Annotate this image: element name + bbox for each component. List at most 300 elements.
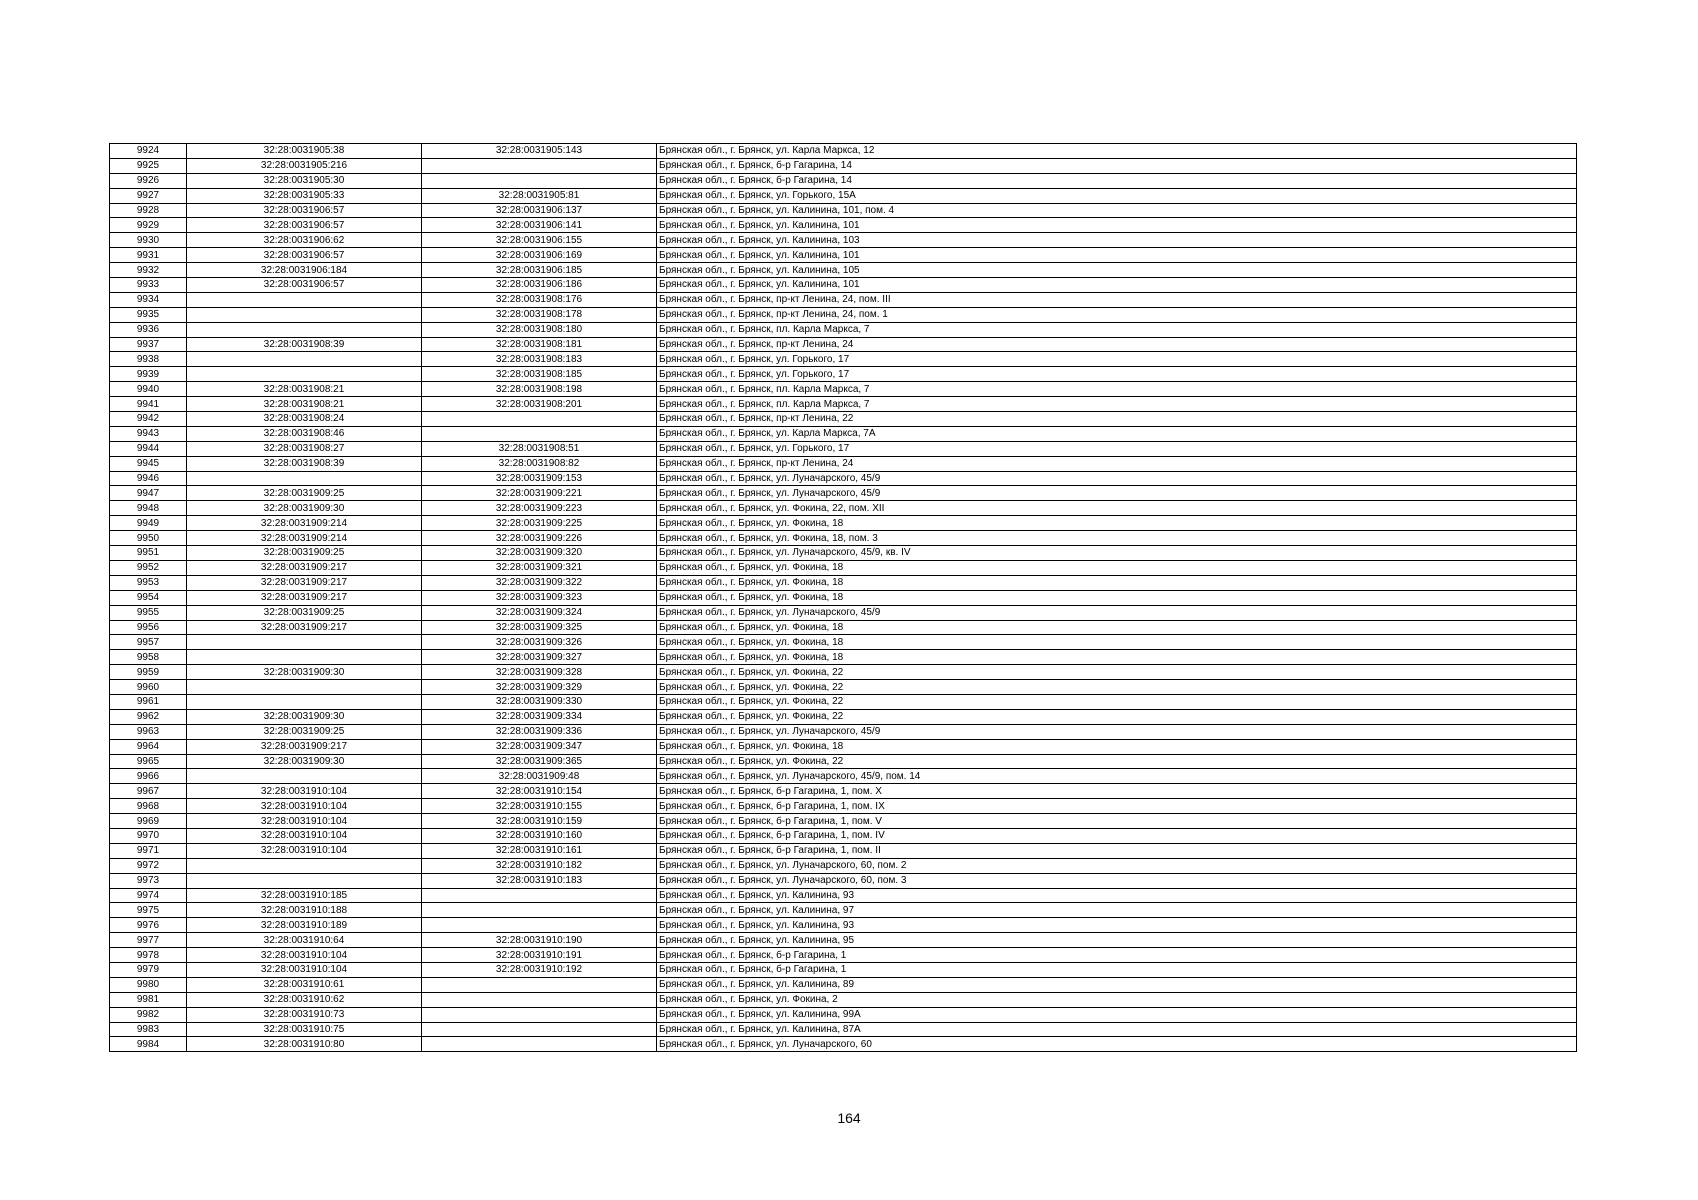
row-number-cell: 9950 [110,531,187,546]
row-number-cell: 9949 [110,516,187,531]
row-number-cell: 9971 [110,843,187,858]
object-number-cell [422,1037,657,1052]
cadastral-number-cell: 32:28:0031909:30 [187,709,422,724]
object-number-cell [422,426,657,441]
object-number-cell: 32:28:0031910:159 [422,814,657,829]
row-number-cell: 9952 [110,560,187,575]
cadastral-number-cell: 32:28:0031906:62 [187,233,422,248]
cadastral-number-cell: 32:28:0031909:25 [187,724,422,739]
address-cell: Брянская обл., г. Брянск, ул. Луначарского, 60, пом. 2 [657,858,1577,873]
address-cell: Брянская обл., г. Брянск, ул. Калинина, 101 [657,218,1577,233]
address-cell: Брянская обл., г. Брянск, ул. Фокина, 18 [657,560,1577,575]
table-row [110,724,1577,739]
cadastral-number-cell: 32:28:0031906:57 [187,203,422,218]
address-cell: Брянская обл., г. Брянск, ул. Луначарского, 60 [657,1037,1577,1052]
cadastral-number-cell [187,322,422,337]
address-cell: Брянская обл., г. Брянск, ул. Луначарского, 45/9, кв. IV [657,546,1577,561]
address-cell: Брянская обл., г. Брянск, пл. Карла Маркса, 7 [657,382,1577,397]
address-cell: Брянская обл., г. Брянск, ул. Калинина, 93 [657,918,1577,933]
row-number-cell: 9961 [110,694,187,709]
address-cell: Брянская обл., г. Брянск, ул. Калинина, 101 [657,248,1577,263]
address-cell: Брянская обл., г. Брянск, ул. Фокина, 18, пом. 3 [657,531,1577,546]
table-row [110,635,1577,650]
object-number-cell [422,412,657,427]
row-number-cell: 9927 [110,188,187,203]
address-cell: Брянская обл., г. Брянск, ул. Фокина, 18 [657,620,1577,635]
object-number-cell: 32:28:0031908:176 [422,292,657,307]
table-row [110,188,1577,203]
object-number-cell: 32:28:0031910:182 [422,858,657,873]
object-number-cell: 32:28:0031909:226 [422,531,657,546]
address-cell: Брянская обл., г. Брянск, пл. Карла Маркса, 7 [657,322,1577,337]
cadastral-number-cell: 32:28:0031908:46 [187,426,422,441]
address-cell: Брянская обл., г. Брянск, ул. Горького, 17 [657,367,1577,382]
table-row [110,620,1577,635]
table-row [110,322,1577,337]
row-number-cell: 9947 [110,486,187,501]
address-cell: Брянская обл., г. Брянск, пр-кт Ленина, 22 [657,412,1577,427]
address-cell: Брянская обл., г. Брянск, пл. Карла Маркса, 7 [657,397,1577,412]
object-number-cell: 32:28:0031909:324 [422,605,657,620]
address-cell: Брянская обл., г. Брянск, б-р Гагарина, 1, пом. II [657,843,1577,858]
table-row [110,397,1577,412]
cadastral-number-cell: 32:28:0031908:24 [187,412,422,427]
row-number-cell: 9966 [110,769,187,784]
address-cell: Брянская обл., г. Брянск, ул. Фокина, 22 [657,680,1577,695]
address-cell: Брянская обл., г. Брянск, ул. Фокина, 22 [657,694,1577,709]
cadastral-number-cell: 32:28:0031910:75 [187,1022,422,1037]
object-number-cell: 32:28:0031909:347 [422,739,657,754]
table-row [110,426,1577,441]
address-cell: Брянская обл., г. Брянск, ул. Калинина, 105 [657,263,1577,278]
row-number-cell: 9962 [110,709,187,724]
row-number-cell: 9973 [110,873,187,888]
object-number-cell: 32:28:0031909:48 [422,769,657,784]
object-number-cell: 32:28:0031909:223 [422,501,657,516]
row-number-cell: 9937 [110,337,187,352]
object-number-cell [422,1007,657,1022]
cadastral-number-cell: 32:28:0031910:104 [187,843,422,858]
cadastral-number-cell: 32:28:0031905:30 [187,173,422,188]
object-number-cell: 32:28:0031909:320 [422,546,657,561]
row-number-cell: 9967 [110,784,187,799]
address-cell: Брянская обл., г. Брянск, ул. Фокина, 18 [657,635,1577,650]
row-number-cell: 9951 [110,546,187,561]
row-number-cell: 9939 [110,367,187,382]
table-row [110,531,1577,546]
row-number-cell: 9968 [110,799,187,814]
table-row [110,248,1577,263]
address-cell: Брянская обл., г. Брянск, пр-кт Ленина, 24 [657,456,1577,471]
address-cell: Брянская обл., г. Брянск, ул. Горького, 15А [657,188,1577,203]
object-number-cell: 32:28:0031909:325 [422,620,657,635]
address-cell: Брянская обл., г. Брянск, ул. Калинина, 93 [657,888,1577,903]
table-row [110,307,1577,322]
table-row [110,516,1577,531]
table-row [110,843,1577,858]
object-number-cell: 32:28:0031908:201 [422,397,657,412]
table-row [110,144,1577,159]
row-number-cell: 9970 [110,828,187,843]
object-number-cell [422,977,657,992]
address-cell: Брянская обл., г. Брянск, пр-кт Ленина, 24, пом. III [657,292,1577,307]
address-cell: Брянская обл., г. Брянск, ул. Калинина, 101 [657,278,1577,293]
object-number-cell: 32:28:0031906:185 [422,263,657,278]
row-number-cell: 9954 [110,590,187,605]
row-number-cell: 9957 [110,635,187,650]
address-cell: Брянская обл., г. Брянск, ул. Луначарского, 60, пом. 3 [657,873,1577,888]
table-row [110,769,1577,784]
address-cell: Брянская обл., г. Брянск, ул. Луначарского, 45/9, пом. 14 [657,769,1577,784]
object-number-cell: 32:28:0031905:143 [422,144,657,159]
row-number-cell: 9965 [110,754,187,769]
cadastral-number-cell: 32:28:0031906:57 [187,278,422,293]
address-cell: Брянская обл., г. Брянск, б-р Гагарина, 1, пом. V [657,814,1577,829]
address-cell: Брянская обл., г. Брянск, б-р Гагарина, 1, пом. X [657,784,1577,799]
table-row [110,665,1577,680]
row-number-cell: 9938 [110,352,187,367]
address-cell: Брянская обл., г. Брянск, ул. Фокина, 18 [657,516,1577,531]
table-row [110,680,1577,695]
cadastral-number-cell: 32:28:0031910:104 [187,948,422,963]
cadastral-number-cell [187,650,422,665]
row-number-cell: 9958 [110,650,187,665]
cadastral-number-cell: 32:28:0031909:217 [187,560,422,575]
address-cell: Брянская обл., г. Брянск, ул. Луначарского, 45/9 [657,724,1577,739]
row-number-cell: 9959 [110,665,187,680]
row-number-cell: 9928 [110,203,187,218]
object-number-cell: 32:28:0031909:221 [422,486,657,501]
address-cell: Брянская обл., г. Брянск, б-р Гагарина, 1 [657,962,1577,977]
object-number-cell: 32:28:0031910:160 [422,828,657,843]
table-row [110,828,1577,843]
object-number-cell: 32:28:0031909:326 [422,635,657,650]
object-number-cell: 32:28:0031906:137 [422,203,657,218]
table-row [110,784,1577,799]
cadastral-number-cell: 32:28:0031909:217 [187,575,422,590]
table-row [110,203,1577,218]
cadastral-number-cell: 32:28:0031908:21 [187,382,422,397]
table-row [110,292,1577,307]
cadastral-number-cell: 32:28:0031910:64 [187,933,422,948]
cadastral-number-cell: 32:28:0031905:38 [187,144,422,159]
table-row [110,367,1577,382]
cadastral-number-cell: 32:28:0031910:104 [187,799,422,814]
object-number-cell: 32:28:0031909:329 [422,680,657,695]
address-cell: Брянская обл., г. Брянск, ул. Горького, 17 [657,441,1577,456]
cadastral-number-cell: 32:28:0031908:39 [187,456,422,471]
row-number-cell: 9953 [110,575,187,590]
cadastral-number-cell [187,635,422,650]
object-number-cell: 32:28:0031910:191 [422,948,657,963]
row-number-cell: 9974 [110,888,187,903]
table-row [110,650,1577,665]
table-row [110,158,1577,173]
object-number-cell: 32:28:0031910:192 [422,962,657,977]
address-cell: Брянская обл., г. Брянск, пр-кт Ленина, 24 [657,337,1577,352]
address-cell: Брянская обл., г. Брянск, ул. Фокина, 22 [657,709,1577,724]
address-cell: Брянская обл., г. Брянск, ул. Фокина, 18 [657,590,1577,605]
cadastral-number-cell: 32:28:0031906:57 [187,218,422,233]
object-number-cell: 32:28:0031908:180 [422,322,657,337]
row-number-cell: 9981 [110,992,187,1007]
row-number-cell: 9955 [110,605,187,620]
cadastral-number-cell: 32:28:0031906:184 [187,263,422,278]
address-cell: Брянская обл., г. Брянск, ул. Луначарского, 45/9 [657,605,1577,620]
row-number-cell: 9932 [110,263,187,278]
row-number-cell: 9944 [110,441,187,456]
cadastral-number-cell: 32:28:0031909:30 [187,501,422,516]
object-number-cell: 32:28:0031909:328 [422,665,657,680]
table-row [110,546,1577,561]
object-number-cell: 32:28:0031910:155 [422,799,657,814]
table-row [110,709,1577,724]
object-number-cell: 32:28:0031909:330 [422,694,657,709]
object-number-cell: 32:28:0031909:321 [422,560,657,575]
address-cell: Брянская обл., г. Брянск, б-р Гагарина, 1, пом. IX [657,799,1577,814]
cadastral-number-cell: 32:28:0031909:25 [187,486,422,501]
table-row [110,1037,1577,1052]
cadastral-number-cell: 32:28:0031910:104 [187,828,422,843]
address-cell: Брянская обл., г. Брянск, б-р Гагарина, 1 [657,948,1577,963]
cadastral-number-cell [187,694,422,709]
object-number-cell [422,992,657,1007]
row-number-cell: 9933 [110,278,187,293]
table-row [110,1022,1577,1037]
cadastral-number-cell: 32:28:0031910:80 [187,1037,422,1052]
cadastral-number-cell [187,858,422,873]
table-row [110,694,1577,709]
table-row [110,263,1577,278]
row-number-cell: 9925 [110,158,187,173]
row-number-cell: 9979 [110,962,187,977]
row-number-cell: 9943 [110,426,187,441]
row-number-cell: 9930 [110,233,187,248]
address-cell: Брянская обл., г. Брянск, ул. Фокина, 22 [657,665,1577,680]
table-row [110,739,1577,754]
address-cell: Брянская обл., г. Брянск, б-р Гагарина, 14 [657,158,1577,173]
table-row [110,918,1577,933]
row-number-cell: 9984 [110,1037,187,1052]
row-number-cell: 9960 [110,680,187,695]
address-cell: Брянская обл., г. Брянск, ул. Калинина, 99А [657,1007,1577,1022]
address-cell: Брянская обл., г. Брянск, ул. Фокина, 18 [657,739,1577,754]
table-row [110,605,1577,620]
address-cell: Брянская обл., г. Брянск, ул. Калинина, 103 [657,233,1577,248]
cadastral-number-cell: 32:28:0031909:25 [187,546,422,561]
object-number-cell: 32:28:0031909:153 [422,471,657,486]
cadastral-number-cell: 32:28:0031905:216 [187,158,422,173]
cadastral-number-cell: 32:28:0031909:214 [187,531,422,546]
row-number-cell: 9929 [110,218,187,233]
cadastral-number-cell: 32:28:0031910:73 [187,1007,422,1022]
cadastral-number-cell [187,352,422,367]
cadastral-number-cell: 32:28:0031910:62 [187,992,422,1007]
address-cell: Брянская обл., г. Брянск, ул. Калинина, 97 [657,903,1577,918]
row-number-cell: 9946 [110,471,187,486]
address-cell: Брянская обл., г. Брянск, ул. Калинина, 87А [657,1022,1577,1037]
row-number-cell: 9975 [110,903,187,918]
cadastral-number-cell: 32:28:0031909:25 [187,605,422,620]
cadastral-number-cell [187,367,422,382]
table-row [110,441,1577,456]
address-cell: Брянская обл., г. Брянск, ул. Фокина, 22 [657,754,1577,769]
cadastral-number-cell [187,769,422,784]
address-cell: Брянская обл., г. Брянск, ул. Калинина, 101, пом. 4 [657,203,1577,218]
object-number-cell: 32:28:0031910:183 [422,873,657,888]
cadastral-number-cell: 32:28:0031910:61 [187,977,422,992]
object-number-cell: 32:28:0031909:225 [422,516,657,531]
row-number-cell: 9924 [110,144,187,159]
object-number-cell: 32:28:0031910:161 [422,843,657,858]
row-number-cell: 9956 [110,620,187,635]
row-number-cell: 9948 [110,501,187,516]
row-number-cell: 9982 [110,1007,187,1022]
table-row [110,382,1577,397]
object-number-cell: 32:28:0031908:185 [422,367,657,382]
cadastral-number-cell: 32:28:0031909:217 [187,620,422,635]
address-cell: Брянская обл., г. Брянск, ул. Фокина, 18 [657,650,1577,665]
table-row [110,218,1577,233]
page-number: 164 [837,1110,861,1126]
table-row [110,1007,1577,1022]
row-number-cell: 9942 [110,412,187,427]
table-row [110,888,1577,903]
address-cell: Брянская обл., г. Брянск, пр-кт Ленина, 24, пом. 1 [657,307,1577,322]
row-number-cell: 9963 [110,724,187,739]
table-row [110,278,1577,293]
object-number-cell: 32:28:0031909:334 [422,709,657,724]
row-number-cell: 9976 [110,918,187,933]
property-table [109,143,1577,1052]
cadastral-number-cell: 32:28:0031909:30 [187,754,422,769]
object-number-cell [422,903,657,918]
row-number-cell: 9941 [110,397,187,412]
table-row [110,754,1577,769]
table-row [110,173,1577,188]
cadastral-number-cell: 32:28:0031909:217 [187,739,422,754]
object-number-cell: 32:28:0031908:183 [422,352,657,367]
table-row [110,456,1577,471]
row-number-cell: 9935 [110,307,187,322]
object-number-cell: 32:28:0031909:336 [422,724,657,739]
object-number-cell: 32:28:0031908:51 [422,441,657,456]
object-number-cell: 32:28:0031906:141 [422,218,657,233]
table-row [110,948,1577,963]
cadastral-number-cell: 32:28:0031908:39 [187,337,422,352]
object-number-cell: 32:28:0031908:181 [422,337,657,352]
cadastral-number-cell: 32:28:0031910:185 [187,888,422,903]
cadastral-number-cell [187,307,422,322]
row-number-cell: 9936 [110,322,187,337]
table-row [110,471,1577,486]
table-row [110,233,1577,248]
cadastral-number-cell [187,471,422,486]
table-row [110,501,1577,516]
address-cell: Брянская обл., г. Брянск, ул. Калинина, 95 [657,933,1577,948]
cadastral-number-cell: 32:28:0031909:217 [187,590,422,605]
cadastral-number-cell [187,292,422,307]
address-cell: Брянская обл., г. Брянск, ул. Луначарского, 45/9 [657,486,1577,501]
table-row [110,992,1577,1007]
row-number-cell: 9972 [110,858,187,873]
address-cell: Брянская обл., г. Брянск, ул. Карла Маркса, 12 [657,144,1577,159]
cadastral-number-cell [187,680,422,695]
address-cell: Брянская обл., г. Брянск, б-р Гагарина, 14 [657,173,1577,188]
row-number-cell: 9983 [110,1022,187,1037]
table-row [110,814,1577,829]
object-number-cell: 32:28:0031906:186 [422,278,657,293]
cadastral-number-cell: 32:28:0031910:104 [187,814,422,829]
address-cell: Брянская обл., г. Брянск, ул. Луначарского, 45/9 [657,471,1577,486]
row-number-cell: 9926 [110,173,187,188]
address-cell: Брянская обл., г. Брянск, ул. Фокина, 22, пом. XII [657,501,1577,516]
row-number-cell: 9964 [110,739,187,754]
object-number-cell: 32:28:0031910:190 [422,933,657,948]
cadastral-number-cell: 32:28:0031909:30 [187,665,422,680]
cadastral-number-cell: 32:28:0031910:188 [187,903,422,918]
table-row [110,352,1577,367]
object-number-cell: 32:28:0031909:323 [422,590,657,605]
table-row [110,486,1577,501]
address-cell: Брянская обл., г. Брянск, ул. Калинина, 89 [657,977,1577,992]
row-number-cell: 9980 [110,977,187,992]
table-row [110,903,1577,918]
table-row [110,560,1577,575]
object-number-cell [422,158,657,173]
address-cell: Брянская обл., г. Брянск, ул. Горького, 17 [657,352,1577,367]
address-cell: Брянская обл., г. Брянск, ул. Фокина, 2 [657,992,1577,1007]
cadastral-number-cell: 32:28:0031909:214 [187,516,422,531]
address-cell: Брянская обл., г. Брянск, ул. Карла Маркса, 7А [657,426,1577,441]
object-number-cell: 32:28:0031908:82 [422,456,657,471]
row-number-cell: 9978 [110,948,187,963]
object-number-cell: 32:28:0031906:155 [422,233,657,248]
address-cell: Брянская обл., г. Брянск, б-р Гагарина, 1, пом. IV [657,828,1577,843]
object-number-cell: 32:28:0031909:327 [422,650,657,665]
object-number-cell [422,1022,657,1037]
object-number-cell: 32:28:0031908:198 [422,382,657,397]
cadastral-number-cell: 32:28:0031908:21 [187,397,422,412]
object-number-cell [422,918,657,933]
object-number-cell: 32:28:0031906:169 [422,248,657,263]
cadastral-number-cell: 32:28:0031910:189 [187,918,422,933]
object-number-cell: 32:28:0031909:322 [422,575,657,590]
object-number-cell: 32:28:0031909:365 [422,754,657,769]
object-number-cell [422,173,657,188]
table-row [110,590,1577,605]
table-row [110,977,1577,992]
table-row [110,873,1577,888]
object-number-cell: 32:28:0031908:178 [422,307,657,322]
row-number-cell: 9969 [110,814,187,829]
row-number-cell: 9940 [110,382,187,397]
table-row [110,858,1577,873]
cadastral-number-cell: 32:28:0031910:104 [187,962,422,977]
object-number-cell: 32:28:0031905:81 [422,188,657,203]
address-cell: Брянская обл., г. Брянск, ул. Фокина, 18 [657,575,1577,590]
table-body [110,144,1577,1052]
object-number-cell: 32:28:0031910:154 [422,784,657,799]
table-row [110,933,1577,948]
table-row [110,337,1577,352]
table-row [110,799,1577,814]
table-row [110,575,1577,590]
table-row [110,412,1577,427]
cadastral-number-cell: 32:28:0031908:27 [187,441,422,456]
row-number-cell: 9945 [110,456,187,471]
cadastral-number-cell: 32:28:0031910:104 [187,784,422,799]
